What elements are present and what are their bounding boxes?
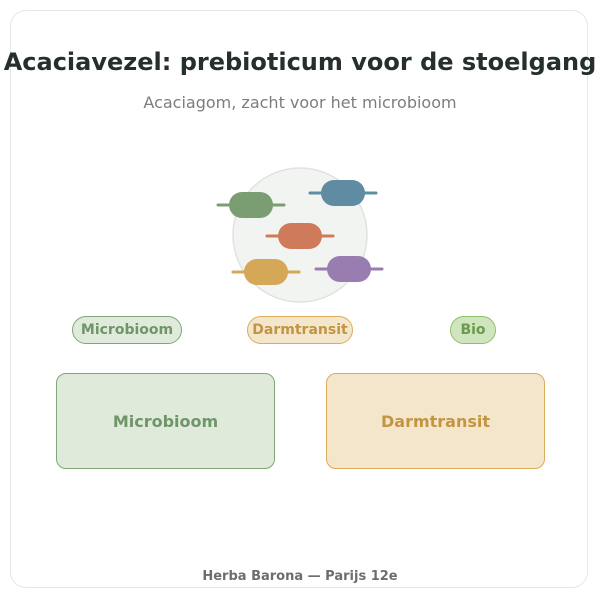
page-title: Acaciavezel: prebioticum voor de stoelgang xyxy=(3,48,597,76)
tag-darmtransit: Darmtransit xyxy=(247,316,353,344)
tag-microbioom: Microbioom xyxy=(72,316,182,344)
box-darmtransit: Darmtransit xyxy=(326,373,545,469)
box-microbioom: Microbioom xyxy=(56,373,275,469)
footer-text: Herba Barona — Parijs 12e xyxy=(202,569,398,584)
page-subtitle: Acaciagom, zacht voor het microbioom xyxy=(143,93,457,112)
tag-bio: Bio xyxy=(450,316,496,344)
